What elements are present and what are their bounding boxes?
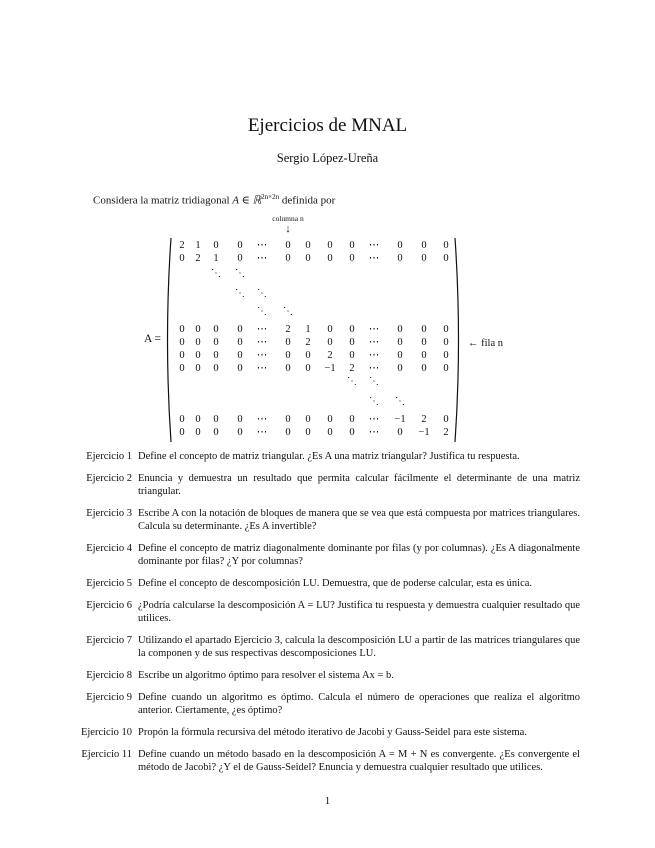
diagonal-dots: ⋱ — [369, 396, 379, 407]
exercise-item — [0, 691, 655, 717]
diagonal-dots: ⋱ — [283, 306, 293, 317]
matrix-entry: 2 — [349, 363, 355, 374]
exercise-label: Ejercicio 3 — [86, 508, 132, 519]
matrix-entry: ⋯ — [368, 363, 380, 374]
matrix-entry: 0 — [285, 350, 291, 361]
matrix-entry: 0 — [327, 324, 333, 335]
diagonal-dots: ⋱ — [257, 306, 267, 317]
diagonal-dots: ⋱ — [395, 396, 405, 407]
exercise-item — [0, 472, 655, 498]
matrix-entry: 2 — [443, 427, 449, 438]
matrix-label: A = — [144, 333, 162, 345]
exercise-text: Utilizando el apartado Ejercicio 3, calcula la descomposición LU a partir de las matrices triangulares que la componen y de sus respectivas descomposiciones LU. — [138, 635, 580, 659]
exercise-text: Define el concepto de matriz triangular. ¿Es A una matriz triangular? Justifica tu respuesta. — [138, 451, 520, 462]
down-arrow-icon: ↓ — [285, 223, 291, 235]
matrix-entry: 0 — [305, 240, 311, 251]
matrix-entry: 0 — [213, 240, 219, 251]
exercise-label: Ejercicio 11 — [81, 749, 132, 760]
matrix-entry: −1 — [418, 427, 430, 438]
matrix-entry: 0 — [421, 240, 427, 251]
exercise-item — [0, 599, 655, 625]
matrix-entry: 0 — [443, 414, 449, 425]
matrix-entry: 0 — [305, 363, 311, 374]
matrix-entry: ⋯ — [256, 350, 268, 361]
exercise-text: Enuncia y demuestra un resultado que permita calcular fácilmente el determinante de una matriz triangular. — [138, 473, 580, 497]
matrix-entry: 0 — [195, 414, 201, 425]
matrix-entry: 0 — [285, 363, 291, 374]
matrix-entry: 0 — [421, 363, 427, 374]
exercise-text: Propón la fórmula recursiva del método iterativo de Jacobi y Gauss-Seidel para este sistema. — [138, 727, 527, 738]
matrix-entry: ⋯ — [368, 337, 380, 348]
matrix-entry: ⋯ — [256, 324, 268, 335]
matrix-entry: ⋯ — [368, 427, 380, 438]
intro-text-after: definida por — [279, 194, 336, 207]
diagonal-dots: ⋱ — [235, 268, 245, 279]
exercise-text: Define el concepto de matriz diagonalmente dominante por filas (y por columnas). ¿Es A diagonalmente dominante por filas? ¿Y por columnas? — [138, 543, 580, 567]
matrix-entry: 0 — [421, 350, 427, 361]
exercise-item — [0, 669, 655, 682]
matrix-entry: 0 — [179, 253, 185, 264]
matrix-entry: 0 — [349, 337, 355, 348]
matrix-entry: 0 — [195, 350, 201, 361]
exercise-item — [0, 634, 655, 660]
exercise-label: Ejercicio 10 — [80, 727, 132, 738]
matrix-entry: 0 — [237, 350, 243, 361]
matrix-entry: 0 — [349, 414, 355, 425]
diagonal-dots: ⋱ — [211, 268, 221, 279]
diagonal-dots: ⋱ — [369, 376, 379, 387]
exercise-text: Define el concepto de descomposición LU. Demuestra, que de poderse calcular, esta es única. — [138, 578, 533, 589]
matrix-entry: 0 — [443, 337, 449, 348]
exercise-label: Ejercicio 7 — [86, 635, 132, 646]
matrix-entry: 0 — [443, 350, 449, 361]
matrix-entry: 0 — [349, 240, 355, 251]
matrix-entry: 1 — [305, 324, 311, 335]
intro-superscript: 2n×2n — [261, 193, 280, 201]
exercise-item — [0, 507, 655, 533]
matrix-entry: 0 — [213, 427, 219, 438]
matrix-entry: 0 — [443, 363, 449, 374]
matrix-entry: 0 — [237, 253, 243, 264]
matrix-entry: 0 — [305, 414, 311, 425]
matrix-entry: 0 — [397, 253, 403, 264]
matrix-entry: 0 — [397, 337, 403, 348]
matrix-entry: 0 — [285, 240, 291, 251]
exercise-text: Define cuando un algoritmo es óptimo. Calcula el número de operaciones que realiza el algoritmo anterior. Ciertamente, ¿es óptimo? — [138, 692, 580, 716]
matrix-entry: 2 — [195, 253, 201, 264]
matrix-entry: 0 — [237, 427, 243, 438]
matrix-entry: ⋯ — [368, 253, 380, 264]
matrix-entry: 0 — [349, 253, 355, 264]
matrix-entry: 0 — [443, 240, 449, 251]
matrix-entry: −1 — [324, 363, 336, 374]
matrix-entry: 0 — [305, 253, 311, 264]
matrix-entry: 2 — [327, 350, 333, 361]
matrix-entry: ⋯ — [256, 427, 268, 438]
matrix-entry: ⋯ — [256, 363, 268, 374]
matrix-entry: 0 — [213, 363, 219, 374]
matrix-entry: ⋯ — [368, 240, 380, 251]
matrix-entry: 0 — [195, 363, 201, 374]
exercise-label: Ejercicio 5 — [86, 578, 132, 589]
exercise-label: Ejercicio 9 — [86, 692, 132, 703]
matrix-entry: 0 — [285, 253, 291, 264]
exercise-label: Ejercicio 2 — [86, 473, 132, 484]
exercise-item — [0, 450, 655, 463]
matrix-entry: 0 — [349, 427, 355, 438]
matrix-entry: 2 — [421, 414, 427, 425]
matrix-entry: 0 — [237, 363, 243, 374]
matrix-entry: 0 — [179, 427, 185, 438]
exercise-label: Ejercicio 1 — [86, 451, 132, 462]
matrix-entry: 0 — [397, 324, 403, 335]
exercise-item — [0, 542, 655, 568]
row-marker: ← fila n — [468, 338, 503, 349]
matrix-entry: 0 — [327, 337, 333, 348]
matrix-entry: 0 — [421, 253, 427, 264]
matrix-entry: ⋯ — [368, 350, 380, 361]
exercise-text: ¿Podría calcularse la descomposición A = LU? Justifica tu respuesta y demuestra cualquier resultado que utilices. — [138, 600, 580, 624]
matrix-entry: 0 — [397, 240, 403, 251]
exercise-item — [0, 577, 655, 590]
exercise-label: Ejercicio 8 — [86, 670, 132, 681]
column-marker — [270, 214, 306, 235]
matrix-entry: 2 — [285, 324, 291, 335]
intro-sentence — [93, 193, 335, 207]
matrix-entry: 0 — [327, 427, 333, 438]
column-marker-label: columna n — [272, 214, 304, 223]
matrix-entry: 0 — [237, 240, 243, 251]
matrix-entry: 0 — [213, 414, 219, 425]
matrix-entry: 0 — [285, 414, 291, 425]
matrix-entry: ⋯ — [256, 240, 268, 251]
matrix-entry: 0 — [443, 324, 449, 335]
matrix-entry: 0 — [327, 240, 333, 251]
matrix-entry: 0 — [397, 427, 403, 438]
matrix-entry: 0 — [421, 324, 427, 335]
author-name: Sergio López-Ureña — [276, 151, 379, 165]
matrix-entry: 0 — [195, 337, 201, 348]
matrix-entry: 0 — [195, 324, 201, 335]
matrix-entry: 0 — [285, 337, 291, 348]
matrix-entry: 0 — [179, 337, 185, 348]
matrix-entry: ⋯ — [256, 337, 268, 348]
exercise-text: Escribe A con la notación de bloques de manera que se vea que está compuesta por matrices triangulares. Calcula su determinante. ¿Es A invertible? — [138, 508, 580, 532]
intro-text-before: Considera la matriz tridiagonal — [93, 194, 233, 207]
matrix-entry: 0 — [213, 324, 219, 335]
matrix-entry: ⋯ — [368, 414, 380, 425]
matrix-entry: 0 — [179, 324, 185, 335]
diagonal-dots: ⋱ — [347, 376, 357, 387]
exercise-text: Define cuando un método basado en la descomposición A = M + N es convergente. ¿Es convergente el método de Jacobi? ¿Y el de Gauss-Seidel? Enuncia y demuestra cualquier resultado que utilices. — [138, 749, 580, 773]
matrix-entry: 0 — [421, 337, 427, 348]
matrix-entry: 0 — [443, 253, 449, 264]
tridiagonal-matrix — [170, 240, 458, 440]
matrix-entry: 1 — [213, 253, 219, 264]
page-number: 1 — [324, 795, 331, 807]
matrix-entry: 0 — [237, 337, 243, 348]
matrix-entry: 0 — [349, 350, 355, 361]
intro-math: A ∈ ℝ — [232, 194, 262, 207]
matrix-entry: 0 — [305, 427, 311, 438]
matrix-entry: ⋯ — [368, 324, 380, 335]
exercise-item — [0, 726, 655, 739]
matrix-entry: 0 — [349, 324, 355, 335]
matrix-entry: 0 — [179, 414, 185, 425]
diagonal-dots: ⋱ — [257, 288, 267, 299]
matrix-entry: ⋯ — [256, 414, 268, 425]
exercise-list — [0, 450, 655, 783]
matrix-entry: 1 — [195, 240, 201, 251]
diagonal-dots: ⋱ — [235, 288, 245, 299]
matrix-entry: 0 — [195, 427, 201, 438]
exercise-label: Ejercicio 6 — [86, 600, 132, 611]
matrix-entry: 0 — [213, 337, 219, 348]
matrix-entry: 0 — [237, 324, 243, 335]
matrix-entry: 2 — [179, 240, 185, 251]
matrix-entry: 0 — [237, 414, 243, 425]
matrix-entry: 0 — [305, 350, 311, 361]
matrix-entry: ⋯ — [256, 253, 268, 264]
matrix-entry: 0 — [397, 363, 403, 374]
exercise-label: Ejercicio 4 — [86, 543, 132, 554]
matrix-entry: 0 — [213, 350, 219, 361]
matrix-entry: 0 — [179, 350, 185, 361]
exercise-text: Escribe un algoritmo óptimo para resolver el sistema Ax = b. — [138, 670, 394, 681]
matrix-entry: −1 — [394, 414, 406, 425]
matrix-entry: 0 — [285, 427, 291, 438]
document-title: Ejercicios de MNAL — [247, 115, 408, 136]
matrix-entry: 0 — [179, 363, 185, 374]
matrix-entry: 0 — [327, 253, 333, 264]
exercise-item — [0, 748, 655, 774]
matrix-entry: 0 — [327, 414, 333, 425]
matrix-entry: 2 — [305, 337, 311, 348]
matrix-entry: 0 — [397, 350, 403, 361]
